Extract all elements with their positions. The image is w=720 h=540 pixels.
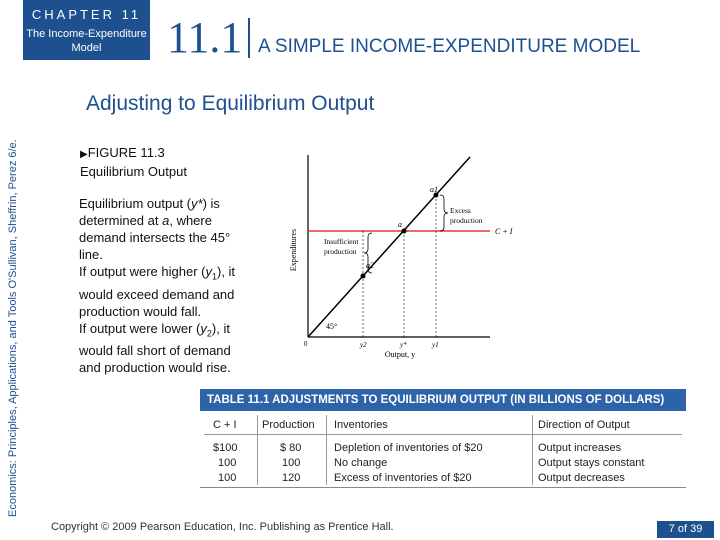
desc-text: ), it would fall short of demand and production would rise.	[79, 320, 231, 376]
figure-number: FIGURE 11.3	[87, 145, 165, 160]
chapter-label: CHAPTER 11	[31, 7, 142, 22]
table-cell: 120	[282, 472, 301, 484]
section-title: A SIMPLE INCOME-EXPENDITURE MODEL	[258, 36, 641, 57]
x-tick-y2: y2	[360, 341, 367, 349]
desc-ystar: y*	[191, 196, 203, 211]
chapter-subtitle: The Income-Expenditure Model	[26, 28, 147, 54]
x-tick-y1: y1	[432, 341, 439, 349]
table-title-text: TABLE 11.1 ADJUSTMENTS TO EQUILIBRIUM OUTPUT (IN BILLIONS OF DOLLARS)	[207, 394, 665, 406]
x-axis-label: Output, y	[384, 350, 416, 359]
table-cell: Depletion of inventories of $20	[334, 442, 483, 454]
table-header-cell: Production	[262, 419, 315, 431]
table-cell: 100	[282, 457, 301, 469]
play-icon: ▶	[80, 149, 88, 160]
table-col-divider	[257, 415, 258, 485]
chapter-box	[23, 0, 150, 60]
page-number: 7 of 39	[657, 521, 714, 538]
point-a1-label: a1	[430, 185, 438, 194]
section-divider	[248, 18, 250, 58]
angle-label: 45°	[326, 322, 338, 331]
demand-line-label: C + I	[495, 227, 513, 236]
desc-sub: 2	[206, 328, 212, 339]
table-cell: $100	[213, 442, 238, 454]
table-col-divider	[532, 415, 533, 485]
desc-text: If output were lower (	[79, 320, 201, 336]
excess-label-2: production	[450, 216, 483, 225]
point-a2-label: a2	[366, 261, 374, 270]
table-title	[200, 389, 686, 411]
table-header-cell: Direction of Output	[538, 419, 630, 431]
table-col-divider	[326, 415, 327, 485]
description-text	[79, 195, 249, 376]
side-book-credit: Economics: Principles, Applications, and Tools O'Sullivan, Sheffrin, Perez 6/e.	[7, 139, 19, 517]
copyright-text: Copyright © 2009 Pearson Education, Inc. Publishing as Prentice Hall.	[51, 521, 394, 533]
origin-label: 0	[304, 340, 308, 348]
table-cell: $ 80	[280, 442, 302, 454]
table-header-cell: Inventories	[334, 419, 388, 431]
point-a	[402, 229, 407, 234]
table-cell: Output increases	[538, 442, 622, 454]
desc-sub: 1	[211, 271, 217, 282]
table-header-divider	[204, 434, 682, 435]
equilibrium-graph	[290, 155, 520, 370]
insufficient-label: Insufficient	[324, 237, 359, 246]
y-axis-label: Expenditures	[289, 228, 298, 272]
desc-text: ), it would exceed demand and production would fall.	[79, 264, 236, 319]
table-cell: 100	[218, 472, 237, 484]
desc-point-a: a	[162, 213, 170, 228]
excess-label: Excess	[450, 206, 471, 215]
point-a2	[361, 274, 366, 279]
section-number: 11.1	[167, 13, 243, 62]
figure-label	[80, 144, 187, 180]
point-a-label: a	[398, 220, 402, 229]
table-cell: No change	[334, 457, 388, 469]
table-cell: Output decreases	[538, 472, 625, 484]
desc-text: If output were higher (	[79, 264, 206, 279]
excess-brace	[440, 195, 448, 231]
insufficient-label-2: production	[324, 247, 357, 256]
table-cell: Excess of inventories of $20	[334, 472, 472, 484]
desc-text: ) is determined at	[79, 196, 220, 228]
desc-text: Equilibrium output (	[79, 196, 191, 211]
table-cell: Output stays constant	[538, 457, 645, 469]
desc-text: , where demand intersects the 45° line.	[79, 213, 231, 262]
table-cell: 100	[218, 457, 237, 469]
desc-y2: y	[200, 320, 207, 336]
x-tick-ystar: y*	[400, 341, 407, 349]
desc-y1: y	[205, 264, 212, 279]
figure-caption: Equilibrium Output	[80, 164, 187, 179]
table-header-cell: C + I	[213, 419, 237, 431]
slide-title: Adjusting to Equilibrium Output	[86, 92, 375, 115]
